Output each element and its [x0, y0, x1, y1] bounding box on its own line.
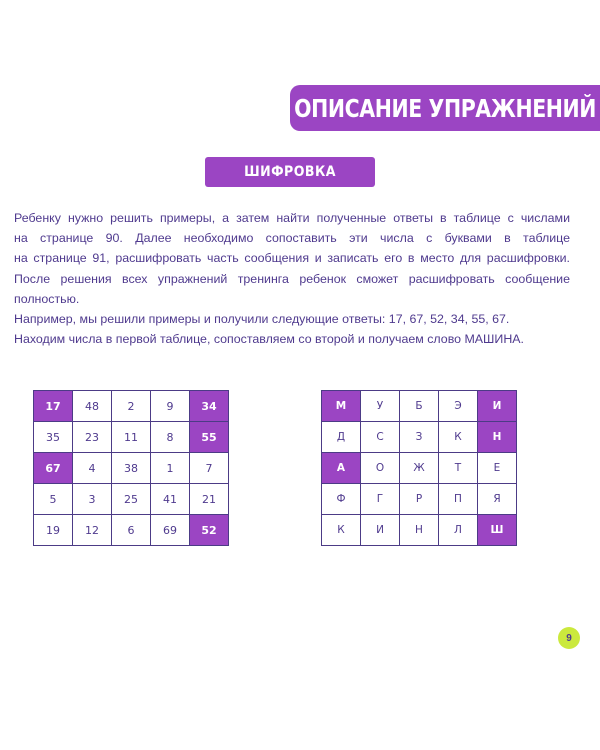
letter-cell: К — [439, 422, 478, 453]
number-cell: 5 — [34, 484, 73, 515]
number-cell: 11 — [112, 422, 151, 453]
letters-table — [321, 390, 517, 546]
text-line: на странице 91, расшифровать часть сообщения и записать его в место для расшифровки. — [14, 251, 570, 266]
number-cell: 2 — [112, 391, 151, 422]
table-row — [34, 484, 229, 515]
number-cell: 41 — [151, 484, 190, 515]
number-cell: 23 — [73, 422, 112, 453]
text-line: После решения всех упражнений тренинга ребенок сможет расшифровать сообщение — [14, 271, 570, 286]
table-row — [322, 484, 517, 515]
letter-cell: Н — [400, 515, 439, 546]
letter-cell: А — [322, 453, 361, 484]
letter-cell: П — [439, 484, 478, 515]
number-cell: 55 — [190, 422, 229, 453]
letter-cell: К — [322, 515, 361, 546]
letter-cell: Я — [478, 484, 517, 515]
table-row — [322, 515, 517, 546]
table-row — [34, 391, 229, 422]
letter-cell: Д — [322, 422, 361, 453]
number-cell: 21 — [190, 484, 229, 515]
numbers-table — [33, 390, 229, 546]
letter-cell: И — [361, 515, 400, 546]
number-cell: 52 — [190, 515, 229, 546]
number-cell: 7 — [190, 453, 229, 484]
number-cell: 12 — [73, 515, 112, 546]
letter-cell: Ф — [322, 484, 361, 515]
header-banner — [290, 85, 600, 131]
letter-cell: Т — [439, 453, 478, 484]
section-label — [205, 157, 375, 187]
letter-cell: Е — [478, 453, 517, 484]
letter-cell: Н — [478, 422, 517, 453]
table-row — [34, 515, 229, 546]
example-result-text: Находим числа в первой таблице, сопоставляем со второй и получаем слово МАШИНА. — [14, 332, 524, 347]
number-cell: 38 — [112, 453, 151, 484]
letter-cell: Р — [400, 484, 439, 515]
number-cell: 35 — [34, 422, 73, 453]
letter-cell: Л — [439, 515, 478, 546]
text-line: полностью. — [14, 291, 80, 306]
letter-cell: Э — [439, 391, 478, 422]
number-cell: 9 — [151, 391, 190, 422]
table-row — [34, 453, 229, 484]
letter-cell: И — [478, 391, 517, 422]
letter-cell: Ш — [478, 515, 517, 546]
table-row — [34, 422, 229, 453]
text-line: на странице 90. Далее необходимо сопоставить эти числа с буквами в таблице — [14, 231, 570, 246]
letter-cell: Г — [361, 484, 400, 515]
text-line: Ребенку нужно решить примеры, а затем найти полученные ответы в таблице с числами — [14, 211, 570, 225]
letter-cell: С — [361, 422, 400, 453]
letter-cell: У — [361, 391, 400, 422]
number-cell: 3 — [73, 484, 112, 515]
number-cell: 1 — [151, 453, 190, 484]
description-text — [14, 208, 570, 349]
letter-cell: О — [361, 453, 400, 484]
page-number: 9 — [566, 632, 572, 644]
letter-cell: М — [322, 391, 361, 422]
number-cell: 6 — [112, 515, 151, 546]
letter-cell: З — [400, 422, 439, 453]
number-cell: 4 — [73, 453, 112, 484]
number-cell: 8 — [151, 422, 190, 453]
table-row — [322, 422, 517, 453]
number-cell: 25 — [112, 484, 151, 515]
number-cell: 17 — [34, 391, 73, 422]
page-number-badge — [558, 627, 580, 649]
section-title: ШИФРОВКА — [244, 164, 336, 180]
number-cell: 69 — [151, 515, 190, 546]
table-row — [322, 391, 517, 422]
table-row — [322, 453, 517, 484]
example-answers-text: Например, мы решили примеры и получили следующие ответы: 17, 67, 52, 34, 55, 67. — [14, 312, 510, 327]
letter-cell: Б — [400, 391, 439, 422]
letter-cell: Ж — [400, 453, 439, 484]
number-cell: 48 — [73, 391, 112, 422]
number-cell: 19 — [34, 515, 73, 546]
page-title: ОПИСАНИЕ УПРАЖНЕНИЙ — [294, 93, 596, 123]
number-cell: 67 — [34, 453, 73, 484]
number-cell: 34 — [190, 391, 229, 422]
